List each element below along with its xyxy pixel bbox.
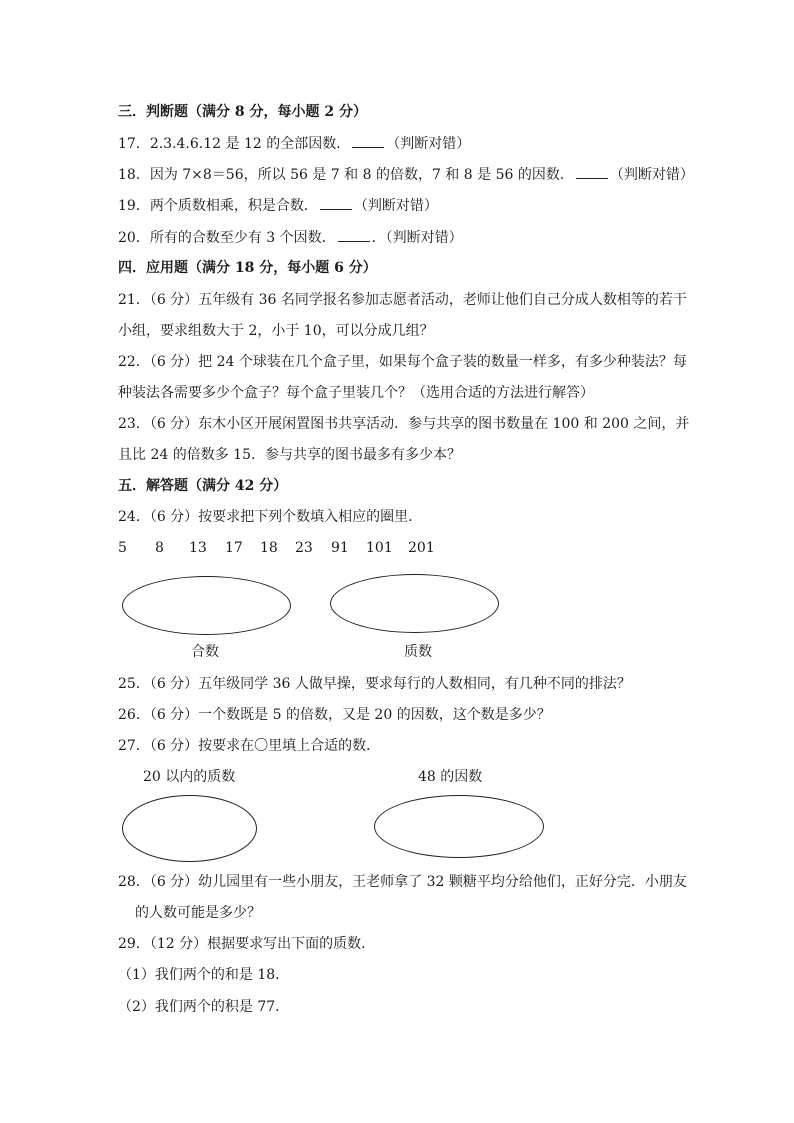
section5-heading: 五．解答题（满分 42 分） [118,478,288,494]
question-17 [118,133,470,154]
question-23-line1: 23．（6 分）东木小区开展闲置图书共享活动．参与共享的图书数量在 100 和 200 之间，并 [118,416,690,432]
q18-answer-blank[interactable] [576,164,608,179]
q17-answer-blank[interactable] [352,133,384,148]
number-item: 17 [225,540,243,556]
question-22-line1: 22．（6 分）把 24 个球装在几个盒子里，如果每个盒子装的数量一样多，有多少种装法？每 [118,354,687,370]
question-20 [118,227,463,248]
composite-label: 合数 [191,644,219,660]
number-item: 91 [331,540,349,556]
number-item: 18 [260,540,278,556]
q18-hint: （判断对错） [609,167,694,183]
composite-oval[interactable] [122,576,291,635]
q18-text: 18．因为 7×8＝56，所以 56 是 7 和 8 的倍数，7 和 8 是 56 的因数． [118,167,574,183]
section4-heading: 四．应用题（满分 18 分，每小题 6 分） [118,260,377,276]
primes-under-20-oval[interactable] [122,795,257,862]
number-item: 201 [408,540,435,556]
question-29: 29．（12 分）根据要求写出下面的质数． [118,936,376,952]
question-29-part1: （1）我们两个的和是 18． [118,967,290,983]
question-22-line2: 种装法各需要多少个盒子？每个盒子里装几个？（选用合适的方法进行解答） [118,385,594,401]
number-item: 5 [118,540,127,556]
section3-heading: 三．判断题（满分 8 分，每小题 2 分） [118,104,367,120]
q20-text: 20．所有的合数至少有 3 个因数． [118,230,336,246]
q17-hint: （判断对错） [386,136,471,152]
question-26: 26．（6 分）一个数既是 5 的倍数，又是 20 的因数，这个数是多少？ [118,707,551,723]
question-18 [118,164,694,185]
number-item: 8 [155,540,164,556]
prime-oval[interactable] [330,574,499,633]
factors-of-48-label: 48 的因数 [418,769,483,785]
question-21-line2: 小组，要求组数大于 2，小于 10，可以分成几组？ [118,323,434,339]
question-23-line2: 且比 24 的倍数多 15．参与共享的图书最多有多少本？ [118,447,461,463]
question-29-part2: （2）我们两个的积是 77． [118,999,290,1015]
number-item: 13 [189,540,207,556]
question-28-line1: 28．（6 分）幼儿园里有一些小朋友，王老师拿了 32 颗糖平均分给他们，正好分完．小朋友 [118,874,687,890]
number-item: 101 [366,540,393,556]
q17-text: 17．2.3.4.6.12 是 12 的全部因数． [118,136,351,152]
question-25: 25．（6 分）五年级同学 36 人做早操，要求每行的人数相同，有几种不同的排法？ [118,676,631,692]
question-28-line2: 的人数可能是多少？ [135,905,261,921]
factors-of-48-oval[interactable] [374,795,544,858]
number-item: 23 [295,540,313,556]
question-27: 27．（6 分）按要求在〇里填上合适的数． [118,738,381,754]
q20-hint: ．（判断对错） [371,230,463,246]
question-24: 24．（6 分）按要求把下列个数填入相应的圈里． [118,509,423,525]
question-21-line1: 21．（6 分）五年级有 36 名同学报名参加志愿者活动，老师让他们自己分成人数相等的若干 [118,292,687,308]
primes-under-20-label: 20 以内的质数 [143,769,236,785]
q19-answer-blank[interactable] [320,195,352,210]
q19-hint: （判断对错） [353,198,438,214]
question-19 [118,195,438,216]
prime-label: 质数 [404,644,432,660]
q20-answer-blank[interactable] [338,227,370,242]
q19-text: 19．两个质数相乘，积是合数． [118,198,318,214]
